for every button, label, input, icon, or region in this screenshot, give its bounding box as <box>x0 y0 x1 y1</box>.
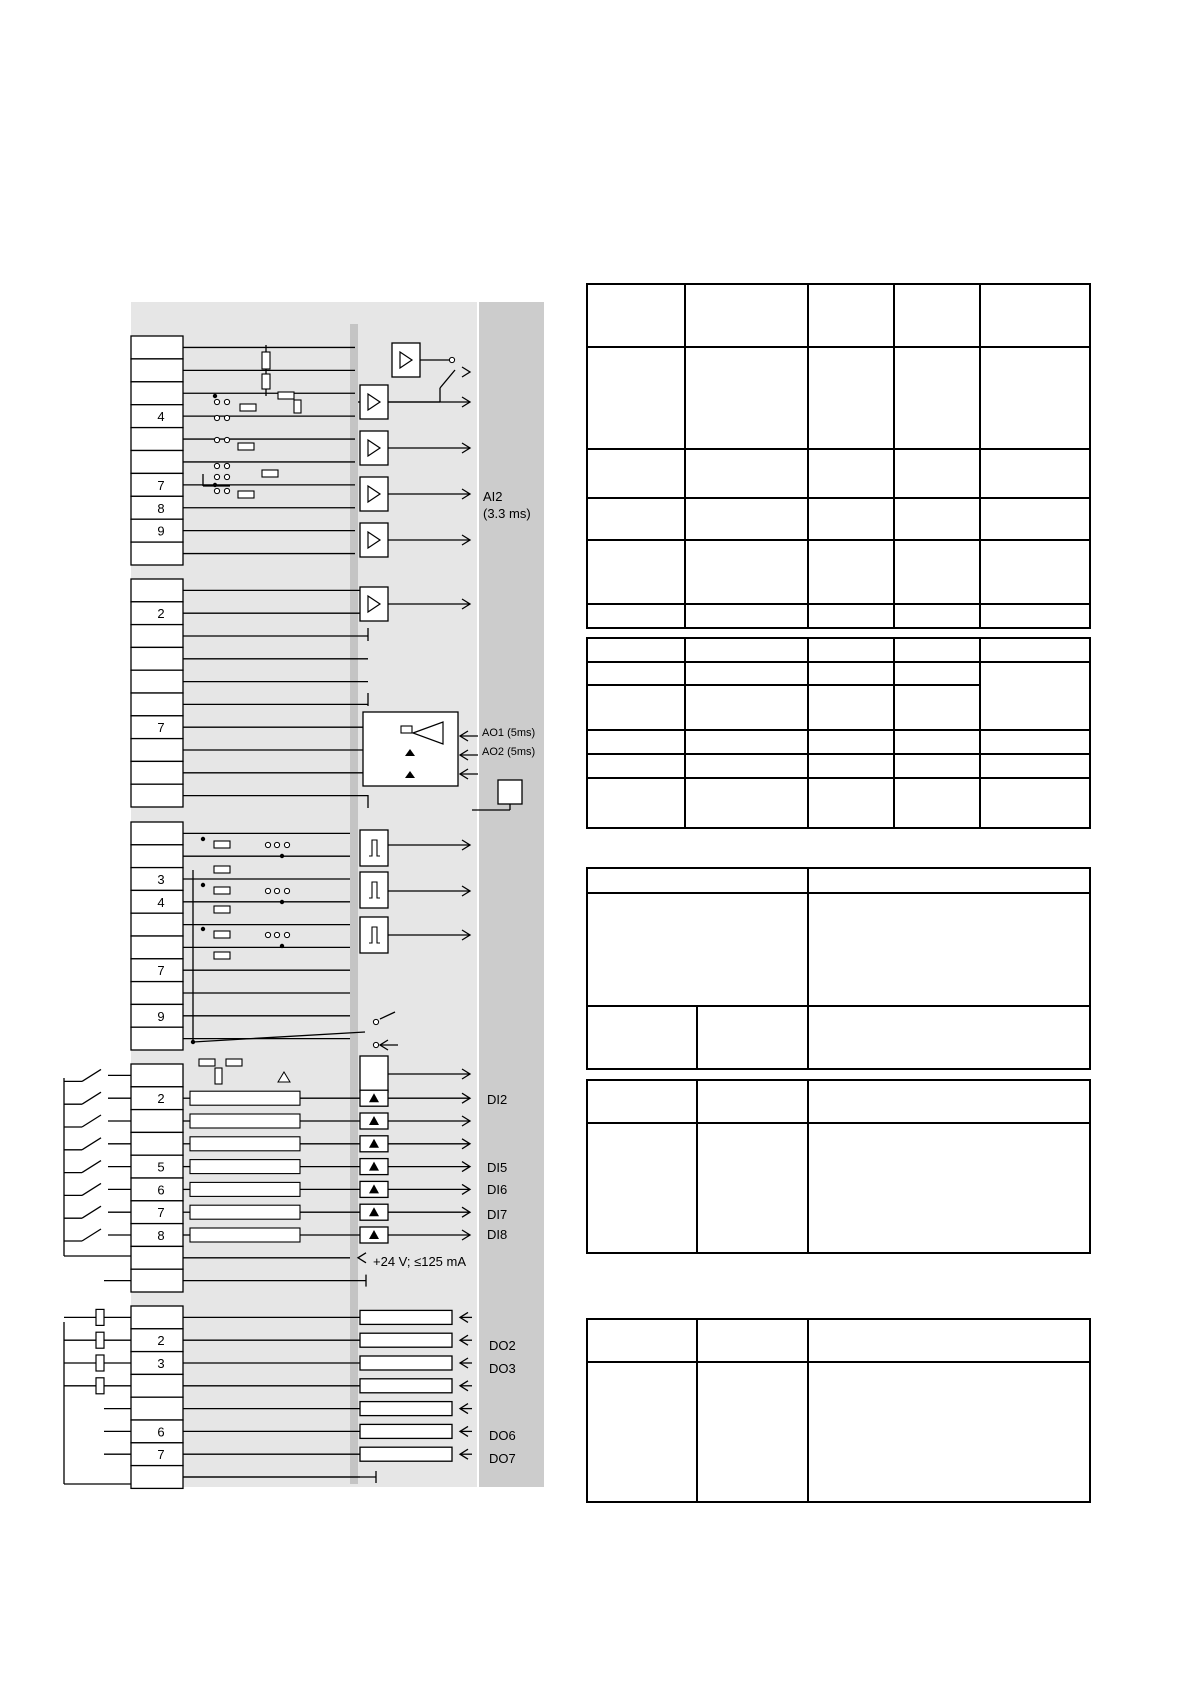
digital-output-box <box>360 1379 452 1393</box>
relay-coil-icon <box>96 1332 104 1348</box>
terminal-2-10 <box>131 784 183 807</box>
terminal-number: 7 <box>157 477 165 493</box>
terminal-3-6 <box>131 936 183 959</box>
resistor-icon <box>238 443 254 450</box>
terminal-3-2 <box>131 845 183 868</box>
terminal-3-10 <box>131 1027 183 1050</box>
terminal-number: 3 <box>157 872 165 887</box>
terminal-number: 8 <box>157 1228 165 1243</box>
terminal-number: 4 <box>157 409 165 425</box>
terminal-2-9 <box>131 761 183 784</box>
terminal-1-10 <box>131 542 183 565</box>
label-di2: DI2 <box>487 1092 508 1107</box>
spec-table-5 <box>586 1318 1091 1503</box>
contact-icon <box>373 1019 378 1024</box>
junction-dot <box>201 883 205 887</box>
label-do7: DO7 <box>489 1451 516 1466</box>
label-supply: +24 V; ≤125 mA <box>373 1254 467 1269</box>
resistor-icon <box>190 1228 300 1242</box>
terminal-2-8 <box>131 739 183 762</box>
terminal-4-1 <box>131 1064 183 1087</box>
pulse-input-box <box>360 830 388 866</box>
resistor-icon <box>214 931 230 938</box>
terminal-number: 3 <box>157 1356 165 1371</box>
terminal-number: 7 <box>157 963 165 979</box>
terminal-5-8 <box>131 1466 183 1489</box>
spec-table-4 <box>586 1079 1091 1254</box>
resistor-icon <box>215 1068 222 1084</box>
contact-icon <box>224 463 229 468</box>
label-ao1: AO1 (5ms) <box>482 727 536 739</box>
contact-icon <box>274 932 279 937</box>
resistor-icon <box>238 491 254 498</box>
bus-panel <box>479 302 544 1487</box>
contact-icon <box>224 474 229 479</box>
resistor-icon <box>278 392 294 399</box>
terminal-number: 7 <box>157 1447 165 1463</box>
terminal-number: 7 <box>157 1205 165 1221</box>
contact-icon <box>214 399 219 404</box>
contact-icon <box>265 932 270 937</box>
resistor-icon <box>190 1114 300 1128</box>
digital-output-box <box>360 1310 452 1324</box>
contact-icon <box>224 415 229 420</box>
shield-terminal-box <box>498 780 522 804</box>
terminal-number: 9 <box>157 1008 165 1024</box>
resistor-icon <box>190 1182 300 1196</box>
digital-output-box <box>360 1402 452 1416</box>
resistor-icon <box>240 404 256 411</box>
digital-output-box <box>360 1356 452 1370</box>
terminal-4-10 <box>131 1269 183 1292</box>
wire <box>82 1138 101 1150</box>
resistor-icon <box>214 952 230 959</box>
digital-output-box <box>360 1333 452 1347</box>
contact-icon <box>214 437 219 442</box>
junction-dot <box>280 854 284 858</box>
resistor-icon <box>199 1059 215 1066</box>
terminal-1-6 <box>131 451 183 474</box>
contact-icon <box>224 437 229 442</box>
junction-dot <box>213 394 217 398</box>
resistor-icon <box>262 374 270 389</box>
wire <box>82 1069 101 1081</box>
resistor-icon <box>294 400 301 413</box>
amplifier-box <box>360 477 388 511</box>
contact-icon <box>265 842 270 847</box>
wire <box>82 1092 101 1104</box>
resistor-icon <box>190 1205 300 1219</box>
spec-table-1 <box>586 283 1091 629</box>
wire <box>82 1115 101 1127</box>
contact-icon <box>284 888 289 893</box>
contact-icon <box>224 399 229 404</box>
spec-table-3 <box>586 867 1091 1070</box>
contact-icon <box>214 474 219 479</box>
wire <box>82 1183 101 1195</box>
terminal-5-4 <box>131 1374 183 1397</box>
terminal-number: 8 <box>157 500 165 516</box>
contact-icon <box>373 1042 378 1047</box>
amplifier-box <box>392 343 420 377</box>
resistor-icon <box>401 726 412 733</box>
spec-table-2 <box>586 637 1091 829</box>
terminal-5-5 <box>131 1397 183 1420</box>
digital-output-box <box>360 1424 452 1438</box>
terminal-number: 2 <box>157 1091 165 1107</box>
contact-icon <box>224 488 229 493</box>
terminal-2-4 <box>131 647 183 670</box>
amplifier-box <box>360 523 388 557</box>
label-di5: DI5 <box>487 1160 508 1175</box>
relay-coil-icon <box>96 1309 104 1325</box>
digital-output-box <box>360 1447 452 1461</box>
amplifier-box <box>360 587 388 621</box>
resistor-icon <box>190 1091 300 1105</box>
terminal-number: 9 <box>157 523 165 539</box>
wire <box>82 1161 101 1173</box>
contact-icon <box>284 932 289 937</box>
label-ai2-time: (3.3 ms) <box>483 506 531 521</box>
terminal-number: 6 <box>157 1424 165 1440</box>
terminal-2-3 <box>131 625 183 648</box>
terminal-number: 5 <box>157 1159 165 1175</box>
resistor-icon <box>226 1059 242 1066</box>
terminal-number: 2 <box>157 1333 165 1349</box>
label-di8: DI8 <box>487 1227 508 1242</box>
resistor-icon <box>190 1160 300 1174</box>
resistor-icon <box>214 906 230 913</box>
terminal-5-1 <box>131 1306 183 1329</box>
contact-icon <box>284 842 289 847</box>
terminal-1-2 <box>131 359 183 382</box>
terminal-blocks <box>131 336 183 1488</box>
label-di6: DI6 <box>487 1182 508 1197</box>
terminal-3-5 <box>131 913 183 936</box>
terminal-3-1 <box>131 822 183 845</box>
terminal-number: 4 <box>157 894 165 910</box>
contact-icon <box>265 888 270 893</box>
integrator-box <box>360 1056 388 1092</box>
terminal-number: 2 <box>157 606 165 622</box>
resistor-icon <box>214 841 230 848</box>
relay-coil-icon <box>96 1355 104 1371</box>
resistor-icon <box>214 887 230 894</box>
junction-dot <box>201 927 205 931</box>
contact-icon <box>214 415 219 420</box>
pulse-input-box <box>360 872 388 908</box>
resistor-icon <box>262 470 278 477</box>
terminal-4-3 <box>131 1110 183 1133</box>
junction-dot <box>280 900 284 904</box>
terminal-4-4 <box>131 1132 183 1155</box>
label-ai2: AI2 <box>483 489 503 504</box>
terminal-3-8 <box>131 982 183 1005</box>
label-do6: DO6 <box>489 1428 516 1443</box>
terminal-1-5 <box>131 428 183 451</box>
wire <box>82 1206 101 1218</box>
label-di7: DI7 <box>487 1207 508 1222</box>
label-ao2: AO2 (5ms) <box>482 746 536 758</box>
junction-dot <box>201 837 205 841</box>
amplifier-box <box>360 385 388 419</box>
terminal-2-5 <box>131 670 183 693</box>
label-do2: DO2 <box>489 1338 516 1353</box>
terminal-number: 6 <box>157 1182 165 1198</box>
contact-icon <box>274 842 279 847</box>
label-do3: DO3 <box>489 1361 516 1376</box>
terminal-1-3 <box>131 382 183 405</box>
pulse-input-box <box>360 917 388 953</box>
amplifier-box <box>360 431 388 465</box>
terminal-4-9 <box>131 1246 183 1269</box>
contact-icon <box>214 463 219 468</box>
resistor-icon <box>190 1137 300 1151</box>
junction-dot <box>280 944 284 948</box>
wire <box>82 1229 101 1241</box>
relay-coil-icon <box>96 1378 104 1394</box>
contact-icon <box>214 488 219 493</box>
terminal-2-6 <box>131 693 183 716</box>
contact-icon <box>274 888 279 893</box>
bus-bar-lower <box>350 1066 358 1484</box>
terminal-2-1 <box>131 579 183 602</box>
resistor-icon <box>262 352 270 369</box>
terminal-1-1 <box>131 336 183 359</box>
junction-dot <box>191 1040 195 1044</box>
junction-dot <box>213 483 217 487</box>
resistor-icon <box>214 866 230 873</box>
terminal-number: 7 <box>157 720 165 736</box>
contact-icon <box>449 357 454 362</box>
